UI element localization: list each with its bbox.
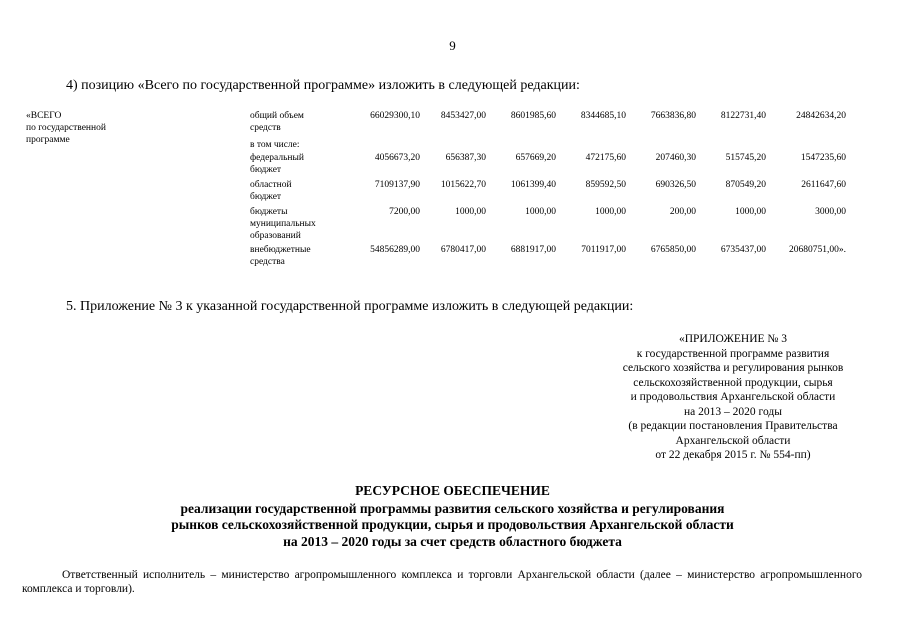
value-cell: 657669,20 [515, 153, 556, 163]
appendix-line: на 2013 – 2020 годы [684, 405, 782, 418]
source-line: бюджет [250, 165, 282, 175]
table-label [26, 110, 136, 146]
appendix-line: Архангельской области [675, 434, 791, 447]
value-cell: 656387,30 [445, 153, 486, 163]
value-cell: 7200,00 [389, 207, 420, 217]
value-cell: 24842634,20 [796, 111, 846, 121]
value-cell: 1061399,40 [510, 180, 556, 190]
appendix-line: (в редакции постановления Правительства [628, 420, 838, 432]
table-label-line: «ВСЕГО [26, 111, 62, 121]
appendix-line: от 22 декабря 2015 г. № 554-пп) [655, 449, 811, 461]
value-cell: 200,00 [669, 207, 696, 217]
paragraph-4: 4) позицию «Всего по государственной программе» изложить в следующей редакции: [66, 78, 580, 93]
value-cell: 54856289,00 [370, 245, 420, 255]
value-cell: 7663836,80 [650, 111, 696, 121]
value-cell: 7109137,90 [374, 180, 420, 190]
value-cell: 1000,00 [595, 207, 626, 217]
source-label [250, 110, 326, 134]
value-cell: 515745,20 [725, 153, 766, 163]
appendix-header [598, 332, 868, 463]
source-line: средства [250, 257, 285, 267]
value-cell: 6735437,00 [720, 245, 766, 255]
value-cell: 2611647,60 [801, 180, 846, 190]
value-cell: 20680751,00». [789, 245, 846, 255]
value-cell: 66029300,10 [370, 111, 420, 121]
appendix-line: к государственной программе развития [636, 347, 830, 360]
table-label-line: по государственной [26, 123, 106, 133]
source-line: общий объем [250, 111, 304, 121]
source-label [250, 139, 326, 151]
source-label [250, 179, 326, 203]
source-line: бюджет [250, 192, 282, 202]
document-title [0, 483, 905, 550]
value-cell: 870549,20 [725, 180, 766, 190]
table-row [250, 244, 860, 270]
value-cell: 1000,00 [525, 207, 556, 217]
value-cell: 8453427,00 [440, 111, 486, 121]
value-cell: 8344685,10 [580, 111, 626, 121]
appendix-line: и продовольствия Архангельской области [630, 391, 836, 403]
value-cell: 4056673,20 [374, 153, 420, 163]
value-cell: 859592,50 [585, 180, 626, 190]
title-line: реализации государственной программы развития сельского хозяйства и регулирования [180, 500, 725, 516]
source-line: бюджеты [250, 207, 288, 217]
source-line: муниципальных [250, 219, 316, 229]
appendix-line: сельскохозяйственной продукции, сырья [633, 376, 833, 389]
appendix-line: сельского хозяйства и регулирования рынков [622, 362, 844, 374]
value-cell: 6881917,00 [510, 245, 556, 255]
value-cell: 8122731,40 [720, 111, 766, 121]
title-line: рынков сельскохозяйственной продукции, сырья и продовольствия Архангельской области [171, 517, 734, 532]
page-number: 9 [449, 38, 456, 53]
table-row [250, 179, 860, 205]
source-line: средств [250, 123, 281, 133]
value-cell: 8601985,60 [510, 111, 556, 121]
value-cell: 1015622,70 [440, 180, 486, 190]
value-cell: 1547235,60 [800, 153, 846, 163]
source-label [250, 244, 326, 268]
value-cell: 7011917,00 [581, 245, 626, 255]
value-cell: 3000,00 [815, 207, 846, 217]
source-line: образований [250, 231, 301, 241]
table-row [250, 110, 860, 136]
appendix-line: «ПРИЛОЖЕНИЕ № 3 [678, 333, 787, 345]
value-cell: 6765850,00 [650, 245, 696, 255]
executor-paragraph: Ответственный исполнитель – министерство агропромышленного комплекса и торговли Архангельской области (далее – министерство агропромышленного комплекса и торговли). [22, 569, 862, 595]
source-line: федеральный [250, 153, 304, 163]
value-cell: 207460,30 [655, 153, 696, 163]
value-cell: 472175,60 [585, 153, 626, 163]
source-line: в том числе: [250, 140, 300, 150]
title-heading: РЕСУРСНОЕ ОБЕСПЕЧЕНИЕ [355, 483, 550, 498]
value-cell: 6780417,00 [440, 245, 486, 255]
value-cell: 1000,00 [735, 207, 766, 217]
title-line: на 2013 – 2020 годы за счет средств областного бюджета [283, 533, 622, 549]
value-cell: 1000,00 [455, 207, 486, 217]
source-line: областной [250, 180, 292, 190]
table-row [250, 206, 860, 244]
paragraph-5: 5. Приложение № 3 к указанной государственной программе изложить в следующей редакции: [66, 299, 634, 314]
source-label [250, 206, 326, 242]
table-row [250, 152, 860, 178]
value-cell: 690326,50 [655, 180, 696, 190]
source-line: внебюджетные [250, 245, 311, 255]
source-label [250, 152, 326, 176]
table-label-line: программе [26, 135, 70, 145]
